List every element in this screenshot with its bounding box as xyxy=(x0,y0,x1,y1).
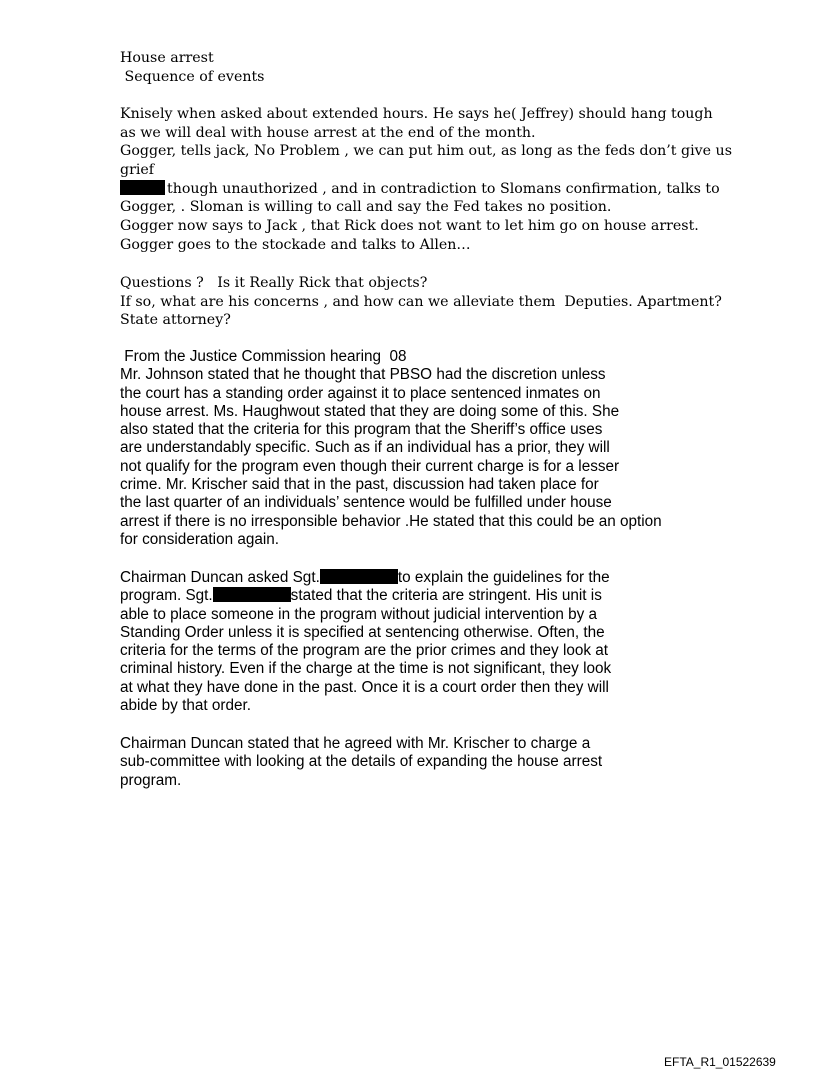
notes-line-text: though unauthorized , and in contradiction to Slomans confirmation, talks to xyxy=(167,180,720,197)
hearing-line: the last quarter of an individuals’ sentence would be fulfilled under house xyxy=(120,494,612,512)
notes-line-redacted xyxy=(120,180,732,199)
hearing-line: crime. Mr. Krischer said that in the past, discussion had taken place for xyxy=(120,476,599,494)
hearing-line-text: program. Sgt. xyxy=(120,587,213,605)
redaction-box xyxy=(120,180,165,195)
notes-line: Gogger goes to the stockade and talks to Allen… xyxy=(120,236,471,253)
notes-line: State attorney? xyxy=(120,312,231,329)
hearing-section-3 xyxy=(120,735,602,790)
notes-line: Gogger, . Sloman is willing to call and say the Fed takes no position. xyxy=(120,199,612,216)
hearing-line-text: to explain the guidelines for the xyxy=(397,569,610,586)
notes-line: Gogger now says to Jack , that Rick does not want to let him go on house arrest. xyxy=(120,218,699,235)
hearing-line-text: Chairman Duncan asked Sgt. xyxy=(120,569,320,586)
hearing-line: criminal history. Even if the charge at the time is not significant, they look xyxy=(120,660,612,678)
hearing-line-redacted xyxy=(120,569,611,587)
hearing-line: are understandably specific. Such as if an individual has a prior, they will xyxy=(120,439,610,457)
notes-paragraph-2 xyxy=(120,274,722,330)
hearing-line: Chairman Duncan stated that he agreed with Mr. Krischer to charge a xyxy=(120,735,591,752)
hearing-line: the court has a standing order against it to place sentenced inmates on xyxy=(120,384,601,402)
notes-line: grief xyxy=(120,162,155,179)
notes-paragraph-1 xyxy=(120,105,732,255)
hearing-line: criteria for the terms of the program are the prior crimes and they look at xyxy=(120,642,609,660)
notes-line: as we will deal with house arrest at the end of the month. xyxy=(120,124,536,141)
hearing-line: abide by that order. xyxy=(120,697,251,715)
hearing-line: for consideration again. xyxy=(120,530,280,548)
hearing-section-2 xyxy=(120,569,611,715)
hearing-line: Mr. Johnson stated that he thought that PBSO had the discretion unless xyxy=(120,366,606,384)
notes-title: House arrest xyxy=(120,50,214,66)
notes-line: If so, what are his concerns , and how can we alleviate them Deputies. Apartment? xyxy=(120,293,722,310)
hearing-heading: From the Justice Commission hearing 08 xyxy=(120,348,407,365)
hearing-line: Standing Order unless it is specified at sentencing otherwise. Often, the xyxy=(120,623,605,641)
redaction-box xyxy=(320,569,398,584)
hearing-line: at what they have done in the past. Once it is a court order then they will xyxy=(120,678,609,696)
hearing-line: also stated that the criteria for this program that the Sheriff’s office uses xyxy=(120,421,603,439)
hearing-line: arrest if there is no irresponsible behavior .He stated that this could be an option xyxy=(120,512,662,530)
hearing-section-1 xyxy=(120,348,662,549)
hearing-line-text: stated that the criteria are stringent. His unit is xyxy=(290,587,602,605)
hearing-line-redacted xyxy=(120,587,611,605)
document-id: EFTA_R1_01522639 xyxy=(664,1055,776,1069)
notes-line: Gogger, tells jack, No Problem , we can put him out, as long as the feds don’t give us xyxy=(120,143,732,160)
notes-subtitle: Sequence of events xyxy=(120,68,265,85)
notes-line: Questions ? Is it Really Rick that objects? xyxy=(120,275,428,291)
hearing-line: house arrest. Ms. Haughwout stated that they are doing some of this. She xyxy=(120,402,620,420)
hearing-line: sub-committee with looking at the details of expanding the house arrest xyxy=(120,753,603,771)
notes-line: Knisely when asked about extended hours. He says he( Jeffrey) should hang tough xyxy=(120,106,713,122)
hearing-line: not qualify for the program even though their current charge is for a lesser xyxy=(120,457,620,475)
hearing-line: program. xyxy=(120,771,182,789)
notes-header xyxy=(120,49,264,86)
hearing-line: able to place someone in the program without judicial intervention by a xyxy=(120,605,598,623)
redaction-box xyxy=(213,587,291,602)
